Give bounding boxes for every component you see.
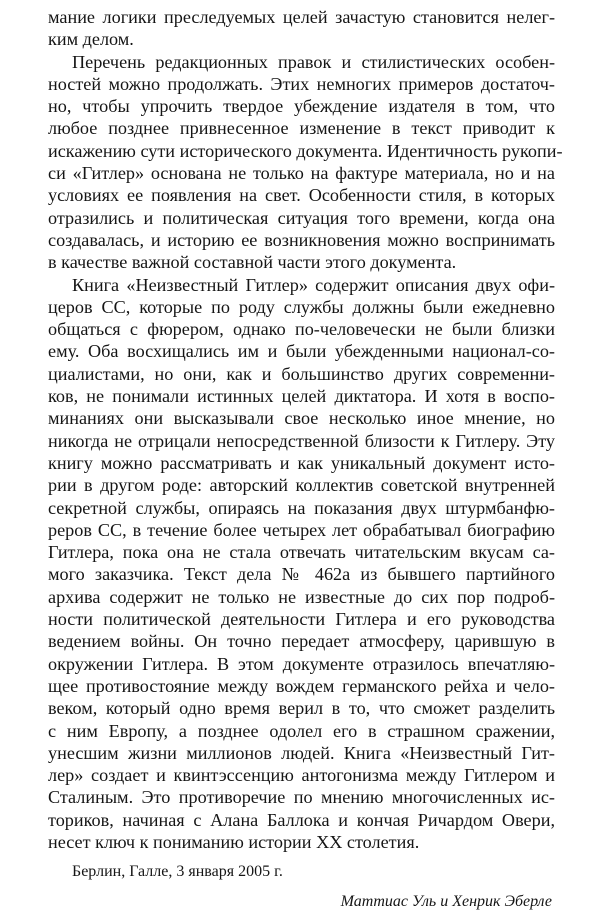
text-line: отразились и политическая ситуация того времени, когда она (48, 207, 555, 228)
dateline: Берлин, Галле, 3 января 2005 г. (72, 863, 283, 881)
text-line: ков, не понимали истинных целей диктатора. И хотя в воспо- (48, 386, 555, 407)
text-line: циалистами, но они, как и большинство других современни- (48, 363, 555, 384)
text-line: мого заказчика. Текст дела № 462а из бывшего партийного (48, 564, 555, 585)
text-line: архива содержит не только не известные до сих пор подроб- (48, 586, 555, 607)
text-line: унесшим жизни миллионов людей. Книга «Неизвестный Гит- (48, 742, 555, 763)
text-line: ким делом. (48, 29, 134, 50)
text-line: секретной службы, опираясь на показания двух штурмбанфю- (48, 497, 555, 518)
text-line: ности политической деятельности Гитлера и его руководства (48, 609, 555, 630)
text-line: минаниях они высказывали свое несколько иное мнение, но (48, 408, 555, 429)
text-line: лер» создает и квинтэссенцию антогонизма между Гитлером и (48, 765, 555, 786)
text-line: щее противостояние между вождем германского рейха и чело- (48, 675, 555, 696)
text-line: мание логики преследуемых целей зачастую становится нелег- (48, 7, 555, 27)
text-line: с ним Европу, а позднее одолел его в страшном сражении, (48, 720, 555, 741)
text-line: в качестве важной составной части этого документа. (48, 252, 457, 273)
paragraph-2 (48, 51, 563, 274)
text-line: общаться с фюрером, однако по-человечески не были близки (48, 319, 555, 340)
text-line: несет ключ к пониманию истории XX столетия. (48, 831, 420, 852)
text-line: церов СС, которые по роду службы должны были ежедневно (48, 296, 555, 317)
text-line: условиях ее появления на свет. Особенности стиля, в которых (48, 185, 555, 206)
text-line: никогда не отрицали непосредственной близости к Гитлеру. Эту (48, 430, 555, 451)
text-line: Сталиным. Это противоречие по мнению многочисленных ис- (48, 787, 555, 808)
text-line: рии в другом роде: авторский коллектив советской внутренней (48, 475, 555, 496)
text-line: искажению сути исторического документа. Идентичность рукопи- (48, 140, 563, 161)
text-line: Перечень редакционных правок и стилистических особен- (72, 51, 555, 72)
text-line: веком, который одно время верил в то, что сможет разделить (48, 698, 555, 719)
text-line: ведением войны. Он точно передает атмосферу, царившую в (48, 631, 555, 652)
text-line: окружении Гитлера. В этом документе отразилось впечатляю- (48, 653, 555, 674)
text-line: реров СС, в течение более четырех лет обрабатывал биографию (48, 519, 555, 540)
paragraph-1 (48, 6, 555, 51)
text-line: Гитлера, пока она не стала отвечать читательским вкусам са- (48, 542, 555, 563)
text-line: но, чтобы упрочить твердое убеждение издателя в том, что (48, 96, 555, 117)
text-line: ториков, начиная с Алана Баллока и кончая Ричардом Овери, (48, 809, 555, 830)
text-line: создавалась, и историю ее возникновения можно воспринимать (48, 229, 555, 250)
author-signature: Маттиас Уль и Хенрик Эберле (340, 893, 552, 911)
text-line: ему. Оба восхищались им и были убежденными национал-со- (48, 341, 555, 362)
paragraph-3 (48, 274, 555, 854)
text-line: Книга «Неизвестный Гитлер» содержит описания двух офи- (72, 274, 555, 295)
text-line: любое позднее привнесенное изменение в текст приводит к (48, 118, 555, 139)
text-line: книгу можно рассматривать и как уникальный документ исто- (48, 452, 555, 473)
text-line: си «Гитлер» основана не только на фактуре материала, но и на (48, 163, 555, 184)
text-line: ностей можно продолжать. Этих немногих примеров достаточ- (48, 73, 555, 94)
document-page (48, 6, 563, 912)
